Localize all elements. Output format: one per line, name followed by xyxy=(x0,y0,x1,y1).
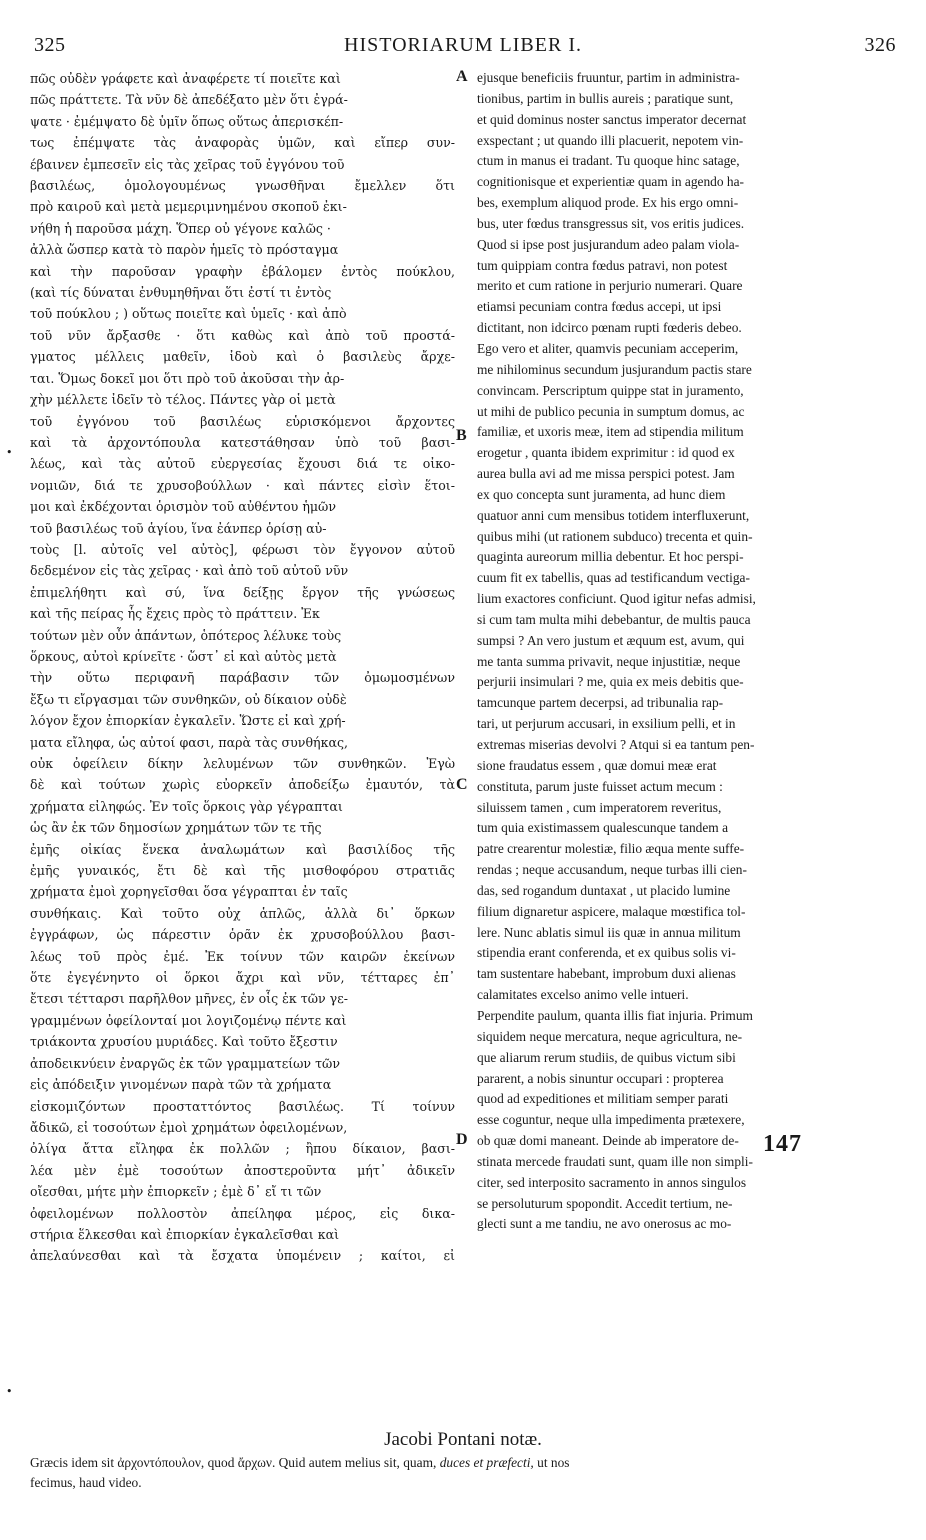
text-line: χὴν μέλλετε ἰδεῖν τὸ τέλος. Πάντες γὰρ οἱ μετὰ xyxy=(30,392,336,408)
text-line: me nihilominus secundum jusjurandum pactis stare xyxy=(477,361,752,377)
text-line: ὀφειλομένων πολλοστὸν ἀπείληφα μέρος, εἰς δικα- xyxy=(30,1205,455,1221)
text-line: (καὶ τίς δύναται ἐνθυμηθῆναι ὅτι ἐστί τι ἐντὸς xyxy=(30,285,332,301)
text-line: ἔτεσι τέτταρσι παρῆλθον μῆνες, ἐν οἷς ἐκ τῶν γε- xyxy=(30,991,348,1007)
text-line: ὅτε ἐγεγένηντο οἱ ὅρκοι ἄχρι καὶ νῦν, τέτταρες ἐπ᾽ xyxy=(30,970,455,986)
text-line: ἐγγράφων, ὡς πάρεστιν ὁρᾶν ἐκ χρυσοβούλλου βασι- xyxy=(30,927,455,943)
text-line: constituta, parum juste fuisset actum mecum : xyxy=(477,778,723,794)
text-line: ejusque beneficiis fruuntur, partim in administra- xyxy=(477,70,740,85)
text-line: stipendia erant conferenda, et ex quibus solis vi- xyxy=(477,945,736,961)
text-line: πῶς οὐδὲν γράφετε καὶ ἀναφέρετε τί ποιεῖτε καὶ xyxy=(30,71,341,86)
note-text: ut nos xyxy=(537,1455,570,1470)
note-line-2: fecimus, haud video. xyxy=(30,1475,142,1490)
text-line: ctum in manus ei tradant. Tu quoque hinc satage, xyxy=(477,153,740,169)
text-line: glecti sunt a me tandiu, ne avo onerosus ac mo- xyxy=(477,1216,732,1232)
text-line: filium dignaretur aspicere, malaque mœstifica tol- xyxy=(477,903,746,919)
text-line: πῶς πράττετε. Τὰ νῦν δὲ ἀπεδέξατο μὲν ὅτι ἐγρά- xyxy=(30,92,348,108)
text-line: ψατε · ἐμέμψατο δὲ ὑμῖν ὅπως οὕτως ἀπερισκέπ- xyxy=(30,113,344,129)
text-line: τοῦ νῦν ἄρξασθε · ὅτι καθὼς καὶ ἀπὸ τοῦ προστά- xyxy=(30,327,455,343)
margin-letter-a: A xyxy=(456,68,468,85)
text-line: τως ἐπέμψατε τὰς ἀναφορὰς ὑμῶν, καὶ εἴπερ συν- xyxy=(30,135,455,151)
text-line: aurea bulla avi ad me missa perspici potest. Jam xyxy=(477,466,735,482)
text-line: ἄδικῶ, εἰ τοσούτων ἐμοὶ χρημάτων ὀφειλομένων, xyxy=(30,1119,348,1135)
running-header xyxy=(30,34,896,68)
text-line: exspectant ; ut quando illi placuerit, nepotem vin- xyxy=(477,132,744,148)
text-line: tionibus, partim in bullis aureis ; paratique sunt, xyxy=(477,90,734,106)
text-line: λέως, καὶ τὰς αὐτοῦ εὐεργεσίας ἔχουσι διά τε οἰκο- xyxy=(30,456,455,472)
running-title: HISTORIARUM LIBER I. xyxy=(344,34,582,56)
note-line-1 xyxy=(30,1453,896,1473)
text-line: τοῦ πούκλου ; ) οὕτως ποιεῖτε καὶ ὑμεῖς · καὶ ἀπὸ xyxy=(30,306,347,322)
text-line: cuum fit ex tabellis, quas ad testificandum vectiga- xyxy=(477,570,750,586)
text-line: tum quippiam contra fœdus patravi, non potest xyxy=(477,257,728,273)
text-line: ὀλίγα ἄττα εἴληφα ἐκ πολλῶν ; ἢπου δίκαιον, βασι- xyxy=(30,1141,455,1157)
text-line: bus, uter fœdus transgressus sit, vos eritis judices. xyxy=(477,215,745,231)
greek-text-column xyxy=(30,68,455,1267)
text-line: rendas ; neque accusandum, neque turbas illi cien- xyxy=(477,862,747,878)
note-text: Græcis idem sit ἀρχοντόπουλον, quod ἄρχων. Quid autem melius sit, quam, xyxy=(30,1455,437,1470)
text-line: δεδεμένον εἰς τὰς χεῖρας · καὶ ἀπὸ τοῦ αὐτοῦ νῦν xyxy=(30,563,349,579)
text-line: μοι καὶ ἐκδέχονται ὁρισμὸν τοῦ αὐθέντου ἡμῶν xyxy=(30,499,336,515)
text-line: etiamsi pecuniam contra fœdus accepi, ut ipsi xyxy=(477,299,722,315)
text-line: ex quo concepta sunt juramenta, ad hunc diem xyxy=(477,486,726,502)
text-line: lere. Nunc ablatis simul iis quæ in annua militum xyxy=(477,924,741,940)
text-line: ob quæ domi maneant. Deinde ab imperatore de- xyxy=(477,1133,739,1149)
text-line: λέως τοῦ πρὸς ἐμέ. Ἐκ τοίνυν τῶν καιρῶν ἐκείνων xyxy=(30,948,455,964)
text-line: lium exactores conficiunt. Quod igitur nefas admisi, xyxy=(477,591,756,607)
text-line: χρήματα εἰληφώς. Ἐν τοῖς ὅρκοις γὰρ γέγραπται xyxy=(30,798,343,814)
text-line: quatuor anni cum mensibus totidem interfluxerunt, xyxy=(477,507,750,523)
text-line: χρήματα ἐμοὶ χορηγεῖσθαι ὅσα γέγραπται ἐν ταῖς xyxy=(30,884,348,900)
text-line: γραμμένων ὀφείλονταί μοι λογιζομένῳ πέντε καὶ xyxy=(30,1012,347,1028)
note-italic-text: duces et præfecti, xyxy=(439,1455,534,1470)
text-line: tamcunque partem decerpsi, ad tribunalia rap- xyxy=(477,695,724,711)
text-line: quibus mihi (ut rationem subduco) trecenta et quin- xyxy=(477,528,753,544)
text-line: ἐπιμελήθητι καὶ σύ, ἵνα δείξῃς ἔργον τῆς γνώσεως xyxy=(30,584,455,600)
text-line: familiæ, et uxoris meæ, item ad stipendia militum xyxy=(477,424,744,440)
text-line: καὶ τὴν παροῦσαν γραφὴν ἐβάλομεν ἐντὸς πούκλου, xyxy=(30,263,455,279)
text-line: me tanta summa privavit, neque injustitiæ, neque xyxy=(477,653,741,669)
margin-mark: • xyxy=(6,1385,13,1398)
text-line: et quid dominus noster sanctus imperator decernat xyxy=(477,111,747,127)
page-number-right: 326 xyxy=(864,34,896,56)
text-line: εἰσκομιζόντων προσταττόντος βασιλέως. Τί τοίνυν xyxy=(30,1098,455,1114)
text-line: ἀλλὰ ὥσπερ κατὰ τὸ παρὸν ἡμεῖς τὸ πρόσταγμα xyxy=(30,242,339,258)
text-line: εἰς ἀπόδειξιν γινομένων παρὰ τῶν τὰ χρήματα xyxy=(30,1077,332,1093)
text-line: τούτων μὲν οὖν ἁπάντων, ὁπότερος λέλυκε τοὺς xyxy=(30,627,342,643)
text-line: Ego vero et aliter, quamvis pecuniam acceperim, xyxy=(477,340,739,356)
text-line: ἀποδεικνύειν ἐναργῶς ἐκ τῶν γραμματείων τῶν xyxy=(30,1055,340,1071)
text-line: si cum tam multa mihi debebantur, de multis pauca xyxy=(477,611,751,627)
text-line: tum quia existimassem qualescunque tandem a xyxy=(477,820,729,836)
text-line: extremas miserias devolvi ? Atqui si ea tantum pen- xyxy=(477,737,755,752)
text-line: perjurii insimulari ? me, quia ex meis debitis que- xyxy=(477,674,744,690)
text-line: tari, ut perjurum accusari, in exsilium pelli, et in xyxy=(477,716,736,732)
text-line: ὅρκους, αὐτοὶ κρίνεῖτε · ὥστ᾽ εἰ καὶ αὐτὸς μετὰ xyxy=(30,648,337,664)
text-line: ματα εἴληφα, ὡς αὐτοί φασι, παρὰ τὰς συνθήκας, xyxy=(30,734,349,750)
text-line: λέα μὲν ἐμὲ τοσούτων ἀποστεροῦντα μήτ᾽ ἀδικεῖν xyxy=(30,1162,455,1178)
text-line: Quod si ipse post jusjurandum adeo palam viola- xyxy=(477,236,740,252)
text-line: ἔξω τι εἴργασμαι τῶν συνθηκῶν, οὐ δίκαιον οὐδὲ xyxy=(30,691,347,707)
text-line: τοὺς [l. αὐτοῖς vel αὐτὸς], φέρωσι τὸν ἔγγονον αὐτοῦ xyxy=(30,541,455,557)
text-line: dictitant, non idcirco pœnam rupti fœderis debeo. xyxy=(477,320,742,336)
text-line: νήθη ἡ παροῦσα μάχη. Ὅπερ οὐ γέγονε καλῶς · xyxy=(30,220,331,236)
text-line: que aliarum rerum studiis, de quibus victum sibi xyxy=(477,1049,736,1065)
text-line: ἐμῆς γυναικός, ἔτι δὲ καὶ τῆς μισθοφόρου στρατιᾶς xyxy=(30,863,455,879)
text-line: patre crearentur molestiæ, filio æqua mente suffe- xyxy=(477,841,745,857)
text-line: pararent, a nobis sinuntur occupari : propterea xyxy=(477,1070,724,1086)
margin-mark: • xyxy=(6,446,13,459)
text-line: οὐκ ὀφείλειν δίκην λελυμένων τῶν συνθηκῶν. Ἐγὼ xyxy=(30,756,455,771)
folio-number: 147 xyxy=(763,1131,802,1157)
text-line: se persoluturum spopondit. Accedit tertium, ne- xyxy=(477,1195,733,1211)
text-line: siluissem tamen , cum imperatorem reveritus, xyxy=(477,799,722,815)
page-number-left: 325 xyxy=(34,34,66,56)
text-line: quaginta aureorum millia debentur. Et hoc perspi- xyxy=(477,549,744,565)
text-line: cognitionisque et experientiæ quam in agendo ha- xyxy=(477,174,744,190)
text-line: quod ad expeditiones et militiam semper parati xyxy=(477,1091,729,1107)
text-line: νομιῶν, διά τε χρυσοβούλλων · καὶ πάντες εἰσὶν ἕτοι- xyxy=(30,477,455,493)
notes-heading: Jacobi Pontani notæ. xyxy=(384,1429,542,1450)
text-line: ὡς ἂν ἐκ τῶν δημοσίων χρημάτων τῶν τε τῆς xyxy=(30,820,322,836)
text-line: τριάκοντα χρυσίου μυριάδες. Καὶ τοῦτο ἔξεστιν xyxy=(30,1034,338,1050)
text-line: ἀπελαύνεσθαι καὶ τὰ ἔσχατα ὑπομένειν ; καίτοι, εἰ xyxy=(30,1248,455,1264)
text-line: τοῦ ἐγγόνου τοῦ βασιλέως εὑρισκόμενοι ἄρχοντες xyxy=(30,413,455,429)
text-line: δὲ καὶ τούτων χωρὶς εὐορκεῖν ἀποδείξω ἐμαυτόν, τὰ xyxy=(30,777,455,793)
text-line: καὶ τὰ ἀρχοντόπουλα κατεστάθησαν ὑπὸ τοῦ βασι- xyxy=(30,434,455,450)
text-line: τὴν οὕτω περιφανῆ παράβασιν τῶν ὀμωμοσμένων xyxy=(30,670,455,686)
text-line: convincam. Perscriptum quippe stat in juramento, xyxy=(477,382,744,398)
text-line: ut mihi de publico pecunia in sumptum domus, ac xyxy=(477,403,745,419)
text-line: συνθήκαις. Καὶ τοῦτο οὐχ ἁπλῶς, ἀλλὰ δι᾽ ὅρκων xyxy=(30,905,455,921)
text-line: sumpsi ? An vero justum et æquum est, avum, qui xyxy=(477,632,745,648)
margin-letter-c: C xyxy=(456,776,468,793)
text-line: esse coguntur, neque ulla impedimenta prætexere, xyxy=(477,1112,745,1128)
text-line: bes, exemplum aliquod prode. Ex his ergo omni- xyxy=(477,195,739,211)
text-line: στήρια ἕλκεσθαι καὶ ἐπιορκίαν ἐγκαλεῖσθαι καὶ xyxy=(30,1226,340,1242)
text-line: πρὸ καιροῦ καὶ μετὰ μεμεριμνημένου σκοποῦ ἐκι- xyxy=(30,199,347,215)
text-line: βασιλέως, ὁμολογουμένως γνωσθῆναι ἔμελλεν ὅτι xyxy=(30,178,455,194)
text-line: tam sustentare habebant, improbum duxi alienas xyxy=(477,966,736,982)
text-line: λόγον ἔχον ἐπιορκίαν ἐγκαλεῖν. Ὥστε εἰ καὶ χρή- xyxy=(30,713,346,729)
text-line: έβαινεν ἐμπεσεῖν εἰς τὰς χεῖρας τοῦ ἐγγόνου τοῦ xyxy=(30,156,345,172)
text-line: siquidem neque mercatura, neque agricultura, ne- xyxy=(477,1028,743,1044)
text-line: οἴεσθαι, μήτε μὴν ἐπιορκεῖν ; ἐμὲ δ᾽ εἴ τι τῶν xyxy=(30,1184,322,1200)
text-line: citer, sed interposito sacramento in annos singulos xyxy=(477,1174,747,1190)
text-line: ται. Ὅμως δοκεῖ μοι ὅτι πρὸ τοῦ ἀκοῦσαι τὴν ἀρ- xyxy=(30,370,345,386)
latin-text-column xyxy=(477,68,891,1235)
text-line: Perpendite paulum, quanta illis fiat injuria. Primum xyxy=(477,1007,753,1023)
text-line: das, sed rogandum duntaxat , ut placido lumine xyxy=(477,882,731,898)
margin-letter-b: B xyxy=(456,427,467,444)
text-line: merito et cum ratione in perjurio numerari. Quare xyxy=(477,278,743,294)
text-line: γματος μέλλεις μαθεῖν, ἰδοὺ καὶ ὁ βασιλεὺς ἄρχε- xyxy=(30,349,455,365)
margin-letter-d: D xyxy=(456,1131,468,1148)
text-line: erogetur , quanta ibidem exprimitur : id quod ex xyxy=(477,445,735,461)
text-line: calamitates excelso animo velle intueri. xyxy=(477,987,689,1003)
text-line: καὶ τῆς πείρας ἧς ἔχεις πρὸς τὸ πράττειν. Ἐκ xyxy=(30,606,320,622)
text-line: sione fraudatus essem , quæ domui meæ erat xyxy=(477,757,717,773)
text-line: stinata mercede fraudati sunt, quam ille non simpli- xyxy=(477,1153,753,1169)
text-line: ἐμῆς οἰκίας ἕνεκα ἀναλωμάτων καὶ βασιλίδος τῆς xyxy=(30,841,455,857)
text-line: τοῦ βασιλέως τοῦ ἁγίου, ἵνα ἐάνπερ ὁρίσῃ αὐ- xyxy=(30,520,327,536)
